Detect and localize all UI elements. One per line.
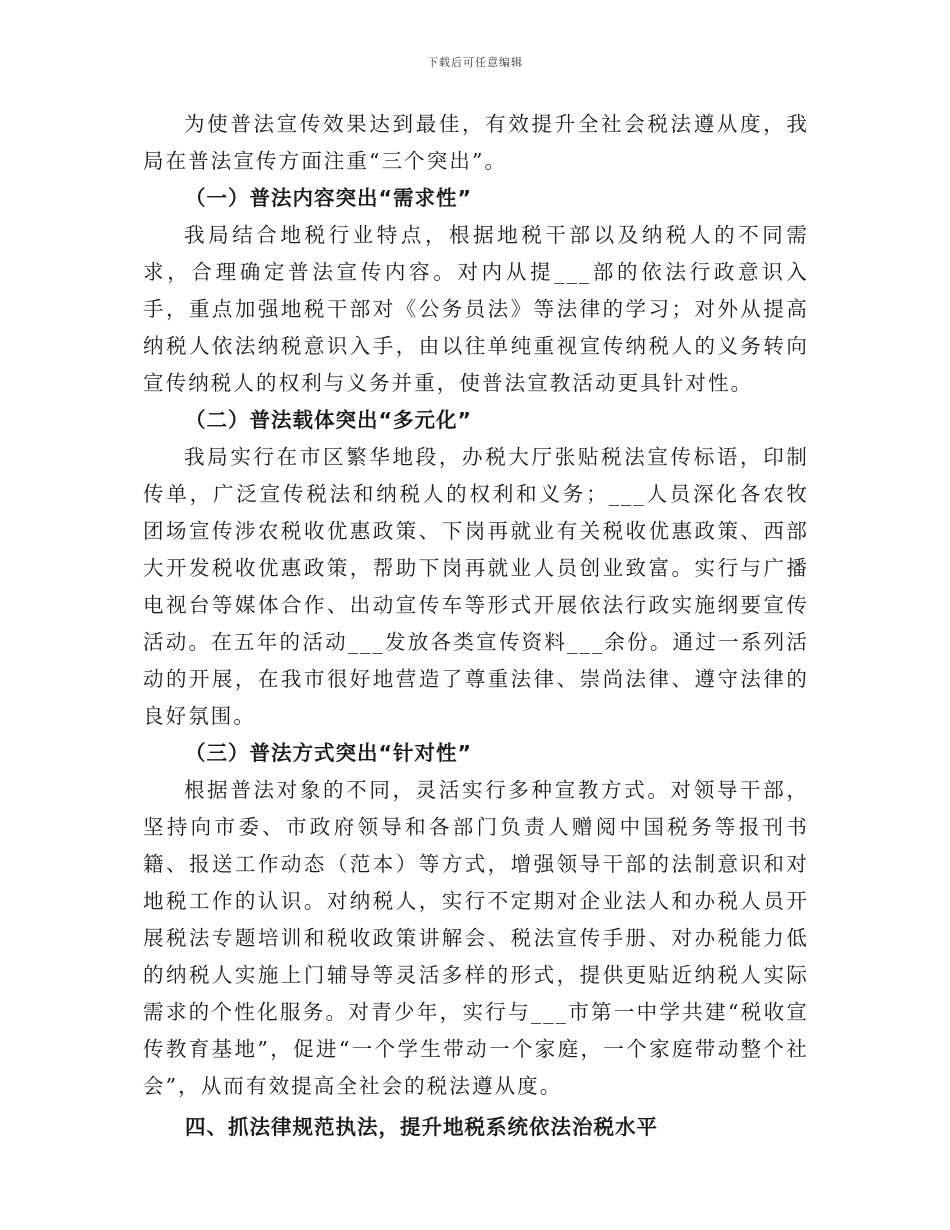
subheading-content-demand: （一）普法内容突出“需求性” xyxy=(185,186,472,210)
subheading-method-targeted: （三）普法方式突出“针对性” xyxy=(185,741,472,765)
intro-paragraph: 为使普法宣传效果达到最佳，有效提升全社会税法遵从度，我局在普法宣传方面注重“三个突出”。 xyxy=(143,112,809,173)
paragraph-carrier-diversity: 我局实行在市区繁华地段，办税大厅张贴税法宣传标语，印制传单，广泛宣传税法和纳税人的权利和义务；___人员深化各农牧团场宣传涉农税收优惠政策、下岗再就业有关税收优惠政策、西部大开发税收优惠政策，帮助下岗再就业人员创业致富。实行与广播电视台等媒体合作、出动宣传车等形式开展依法行政实施纲要宣传活动。在五年的活动___发放各类宣传资料___余份。通过一系列活动的开展，在我市很好地营造了尊重法律、崇尚法律、遵守法律的良好氛围。 xyxy=(143,445,809,728)
paragraph-method-targeted: 根据普法对象的不同，灵活实行多种宣教方式。对领导干部，坚持向市委、市政府领导和各部门负责人赠阅中国税务等报刊书籍、报送工作动态（范本）等方式，增强领导干部的法制意识和对地税工作的认识。对纳税人，实行不定期对企业法人和办税人员开展税法专题培训和税收政策讲解会、税法宣传手册、对办税能力低的纳税人实施上门辅导等灵活多样的形式，提供更贴近纳税人实际需求的个性化服务。对青少年，实行与___市第一中学共建“税收宣传教育基地”，促进“一个学生带动一个家庭，一个家庭带动整个社会”，从而有效提高全社会的税法遵从度。 xyxy=(143,778,809,1098)
page-header: 下载后可任意编辑 xyxy=(427,56,523,69)
paragraph-content-demand: 我局结合地税行业特点，根据地税干部以及纳税人的不同需求，合理确定普法宣传内容。对内从提___部的依法行政意识入手，重点加强地税干部对《公务员法》等法律的学习；对外从提高纳税人依法纳税意识入手，由以往单纯重视宣传纳税人的义务转向宣传纳税人的权利与义务并重，使普法宣教活动更具针对性。 xyxy=(143,223,809,395)
subheading-carrier-diversity: （二）普法载体突出“多元化” xyxy=(185,408,472,432)
section-heading-four: 四、抓法律规范执法，提升地税系统依法治税水平 xyxy=(185,1115,658,1139)
document-body xyxy=(143,106,809,1146)
